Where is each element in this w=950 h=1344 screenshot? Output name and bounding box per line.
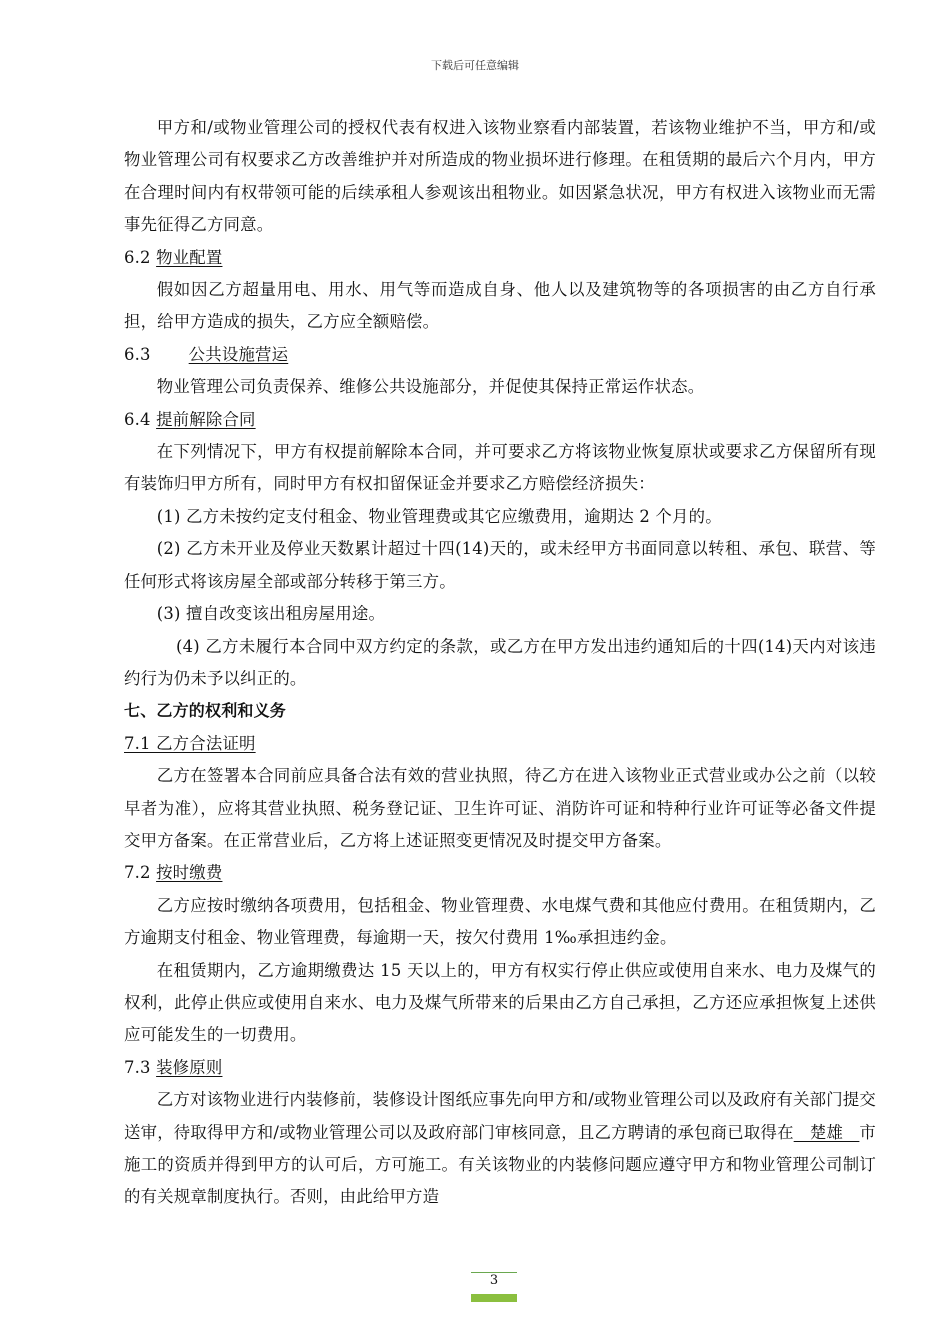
list-item: (1) 乙方未按约定支付租金、物业管理费或其它应缴费用，逾期达 2 个月的。 [156, 506, 722, 526]
section-number: 7.3 [124, 1057, 157, 1077]
paragraph-public-facilities: 物业管理公司负责保养、维修公共设施部分，并促使其保持正常运作状态。 [156, 377, 705, 397]
section-title: 物业配置 [156, 247, 223, 267]
footer-accent-bar [471, 1294, 517, 1302]
renovation-text-start: 乙方对该物业进行内装修前，装修设计图纸应事先向甲方和/或物业管理公司以及政府有关部门提交送审，待取得甲方和/或物业管理公司以及政府部门审核同意，且乙方聘请的承包商已取得在 [124, 1090, 876, 1142]
paragraph-late-payment: 在租赁期内，乙方逾期缴费达 15 天以上的，甲方有权实行停止供应或使用自来水、电力及煤气的权利，此停止供应或使用自来水、电力及煤气所带来的后果由乙方自己承担，乙方还应承担恢复上述供应可能发生的一切费用。 [124, 960, 876, 1045]
renovation-text-end: 市施工的资质并得到甲方的认可后，方可施工。有关该物业的内装修问题应遵守甲方和物业管理公司制订的有关规章制度执行。否则，由此给甲方造 [124, 1122, 876, 1207]
section-number: 6.2 [124, 247, 157, 267]
section-title: 提前解除合同 [156, 409, 256, 429]
section-number: 6.3 [124, 344, 151, 364]
section-7-2-heading [124, 857, 876, 889]
section-title: 装修原则 [156, 1057, 223, 1077]
list-item: (2) 乙方未开业及停业天数累计超过十四(14)天的，或未经甲方书面同意以转租、承包、联营、等任何形式将该房屋全部或部分转移于第三方。 [124, 539, 876, 591]
section-6-2-heading [124, 242, 876, 274]
section-title: 公共设施营运 [188, 344, 289, 364]
paragraph-early-termination: 在下列情况下，甲方有权提前解除本合同，并可要求乙方将该物业恢复原状或要求乙方保留所有现有装饰归甲方所有，同时甲方有权扣留保证金并要求乙方赔偿经济损失： [124, 442, 876, 494]
section-7-3-heading [124, 1052, 876, 1084]
paragraph-property-config: 假如因乙方超量用电、用水、用气等而造成自身、他人以及建筑物等的各项损害的由乙方自行承担，给甲方造成的损失，乙方应全额赔偿。 [124, 280, 876, 332]
page-header: 下载后可任意编辑 [431, 59, 519, 72]
section-number: 6.4 [124, 409, 157, 429]
list-item: (4) 乙方未履行本合同中双方约定的条款，或乙方在甲方发出违约通知后的十四(14)天内对该违约行为仍未予以纠正的。 [124, 636, 876, 688]
section-6-4-heading [124, 404, 876, 436]
section-number: 7.2 [124, 863, 157, 883]
paragraph-renovation [124, 1084, 876, 1214]
chapter-7-heading: 七、乙方的权利和义务 [124, 701, 287, 721]
document-body [124, 112, 876, 1214]
paragraph-inspection: 甲方和/或物业管理公司的授权代表有权进入该物业察看内部装置，若该物业维护不当，甲方和/或物业管理公司有权要求乙方改善维护并对所造成的物业损坏进行修理。在租赁期的最后六个月内，甲方在合理时间内有权带领可能的后续承租人参观该出租物业。如因紧急状况，甲方有权进入该物业而无需事先征得乙方同意。 [124, 118, 876, 235]
page-footer [471, 1270, 517, 1303]
section-6-3-heading [124, 339, 876, 371]
city-blank: 楚雄 [793, 1122, 860, 1142]
section-title: 按时缴费 [156, 863, 223, 883]
paragraph-payment: 乙方应按时缴纳各项费用，包括租金、物业管理费、水电煤气费和其他应付费用。在租赁期内，乙方逾期支付租金、物业管理费，每逾期一天，按欠付费用 1‰承担违约金。 [124, 895, 876, 948]
page-number: 3 [489, 1273, 499, 1288]
paragraph-legal-proof: 乙方在签署本合同前应具备合法有效的营业执照，待乙方在进入该物业正式营业或办公之前（以较早者为准），应将其营业执照、税务登记证、卫生许可证、消防许可证和特种行业许可证等必备文件提交甲方备案。在正常营业后，乙方将上述证照变更情况及时提交甲方备案。 [124, 766, 876, 850]
section-7-1-heading: 7.1 乙方合法证明 [124, 733, 256, 753]
list-item: (3) 擅自改变该出租房屋用途。 [156, 604, 386, 624]
